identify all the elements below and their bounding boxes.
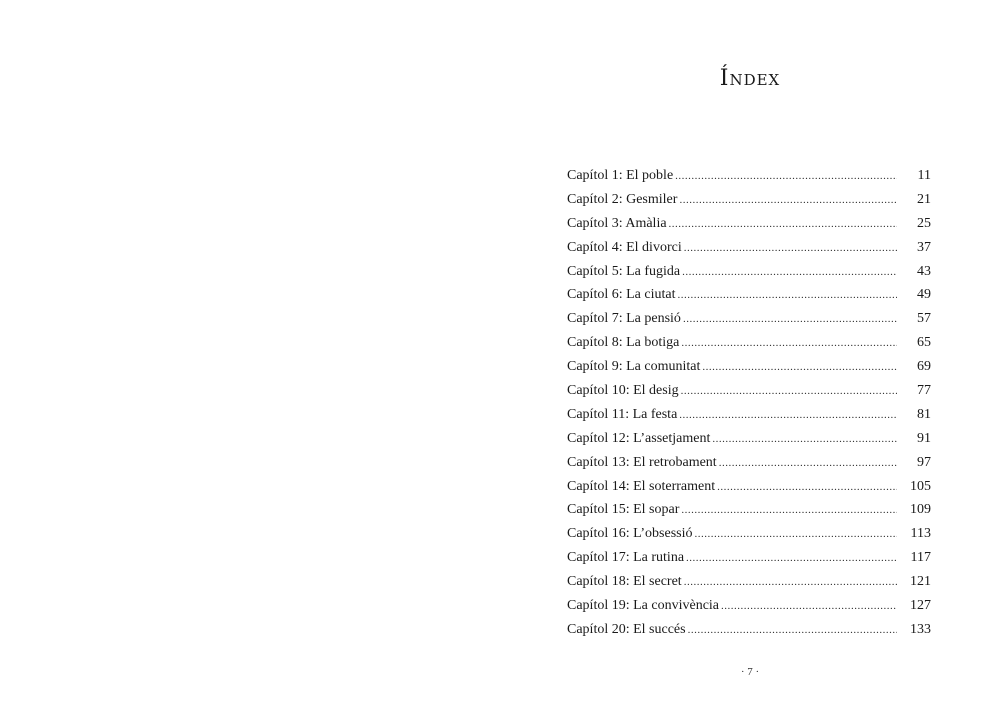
toc-leader-dots xyxy=(681,332,897,356)
toc-leader-dots xyxy=(721,595,897,619)
toc-leader-dots xyxy=(688,619,897,643)
toc-entry-label: Capítol 18: El secret xyxy=(567,574,682,590)
toc-entry-page: 77 xyxy=(917,383,931,399)
toc-entry[interactable] xyxy=(567,331,931,355)
toc-entry[interactable] xyxy=(567,403,931,427)
toc-leader-dots xyxy=(684,571,897,595)
toc-entry[interactable] xyxy=(567,260,931,284)
toc-entry-label: Capítol 9: La comunitat xyxy=(567,359,701,375)
toc-leader-dots xyxy=(675,165,897,189)
toc-entry-page: 21 xyxy=(917,191,931,207)
toc-leader-dots xyxy=(684,237,897,261)
toc-entry-page: 109 xyxy=(910,502,931,518)
toc-leader-dots xyxy=(702,356,897,380)
toc-entry-label: Capítol 13: El retrobament xyxy=(567,454,717,470)
toc-entry-label: Capítol 4: El divorci xyxy=(567,239,682,255)
toc-entry-page: 81 xyxy=(917,406,931,422)
toc-leader-dots xyxy=(719,452,897,476)
toc-entry-label: Capítol 15: El sopar xyxy=(567,502,680,518)
toc-entry-label: Capítol 12: L’assetjament xyxy=(567,430,711,446)
toc-leader-dots xyxy=(683,308,897,332)
toc-leader-dots xyxy=(681,380,897,404)
toc-entry[interactable] xyxy=(567,522,931,546)
toc-entry-page: 57 xyxy=(917,311,931,327)
toc-entry-page: 11 xyxy=(917,168,931,183)
toc-entry[interactable] xyxy=(567,355,931,379)
toc-entry[interactable] xyxy=(567,427,931,451)
toc-leader-dots xyxy=(677,284,897,308)
index-title: Índex xyxy=(719,66,781,91)
toc-entry-page: 127 xyxy=(910,598,931,614)
toc-entry-label: Capítol 8: La botiga xyxy=(567,335,680,351)
toc-leader-dots xyxy=(682,261,897,285)
toc-leader-dots xyxy=(712,428,897,452)
toc-entry-page: 133 xyxy=(910,621,931,637)
toc-entry-page: 117 xyxy=(910,550,931,566)
toc-entry-label: Capítol 10: El desig xyxy=(567,383,679,399)
table-of-contents xyxy=(567,164,931,642)
toc-entry-label: Capítol 19: La convivència xyxy=(567,598,720,614)
toc-entry-page: 97 xyxy=(917,454,931,470)
toc-entry[interactable] xyxy=(567,475,931,499)
toc-entry[interactable] xyxy=(567,379,931,403)
toc-entry-label: Capítol 11: La festa xyxy=(567,406,678,422)
toc-leader-dots xyxy=(679,404,897,428)
toc-entry-page: 65 xyxy=(917,335,931,351)
toc-entry-label: Capítol 1: El poble xyxy=(567,168,674,183)
toc-entry-label: Capítol 16: L’obsessió xyxy=(567,526,693,542)
toc-leader-dots xyxy=(717,476,897,500)
toc-entry[interactable] xyxy=(567,618,931,642)
page-number: · 7 · xyxy=(740,666,760,678)
toc-entry[interactable] xyxy=(567,498,931,522)
toc-entry-label: Capítol 17: La rutina xyxy=(567,550,685,566)
toc-entry-page: 25 xyxy=(917,215,931,231)
toc-entry-page: 43 xyxy=(917,263,931,279)
toc-entry-page: 113 xyxy=(910,526,931,542)
toc-leader-dots xyxy=(679,189,897,213)
toc-entry-page: 49 xyxy=(917,287,931,303)
toc-entry-page: 91 xyxy=(917,430,931,446)
toc-leader-dots xyxy=(681,499,897,523)
toc-entry-label: Capítol 7: La pensió xyxy=(567,311,681,327)
toc-leader-dots xyxy=(669,213,897,237)
toc-entry[interactable] xyxy=(567,164,931,188)
toc-entry-label: Capítol 20: El succés xyxy=(567,621,686,637)
toc-entry[interactable] xyxy=(567,546,931,570)
toc-leader-dots xyxy=(695,523,898,547)
toc-entry[interactable] xyxy=(567,570,931,594)
toc-entry-label: Capítol 3: Amàlia xyxy=(567,215,667,231)
toc-entry-label: Capítol 2: Gesmiler xyxy=(567,191,678,207)
toc-entry-page: 121 xyxy=(910,574,931,590)
toc-entry-label: Capítol 5: La fugida xyxy=(567,263,681,279)
toc-entry[interactable] xyxy=(567,594,931,618)
toc-entry-label: Capítol 6: La ciutat xyxy=(567,287,676,303)
toc-entry-label: Capítol 14: El soterrament xyxy=(567,478,716,494)
toc-entry[interactable] xyxy=(567,236,931,260)
toc-leader-dots xyxy=(686,547,897,571)
toc-entry-page: 69 xyxy=(917,359,931,375)
toc-entry[interactable] xyxy=(567,283,931,307)
right-page xyxy=(500,0,1000,709)
toc-entry-page: 105 xyxy=(910,478,931,494)
toc-entry-page: 37 xyxy=(917,239,931,255)
toc-entry[interactable] xyxy=(567,188,931,212)
toc-entry[interactable] xyxy=(567,212,931,236)
toc-entry[interactable] xyxy=(567,451,931,475)
toc-entry[interactable] xyxy=(567,307,931,331)
